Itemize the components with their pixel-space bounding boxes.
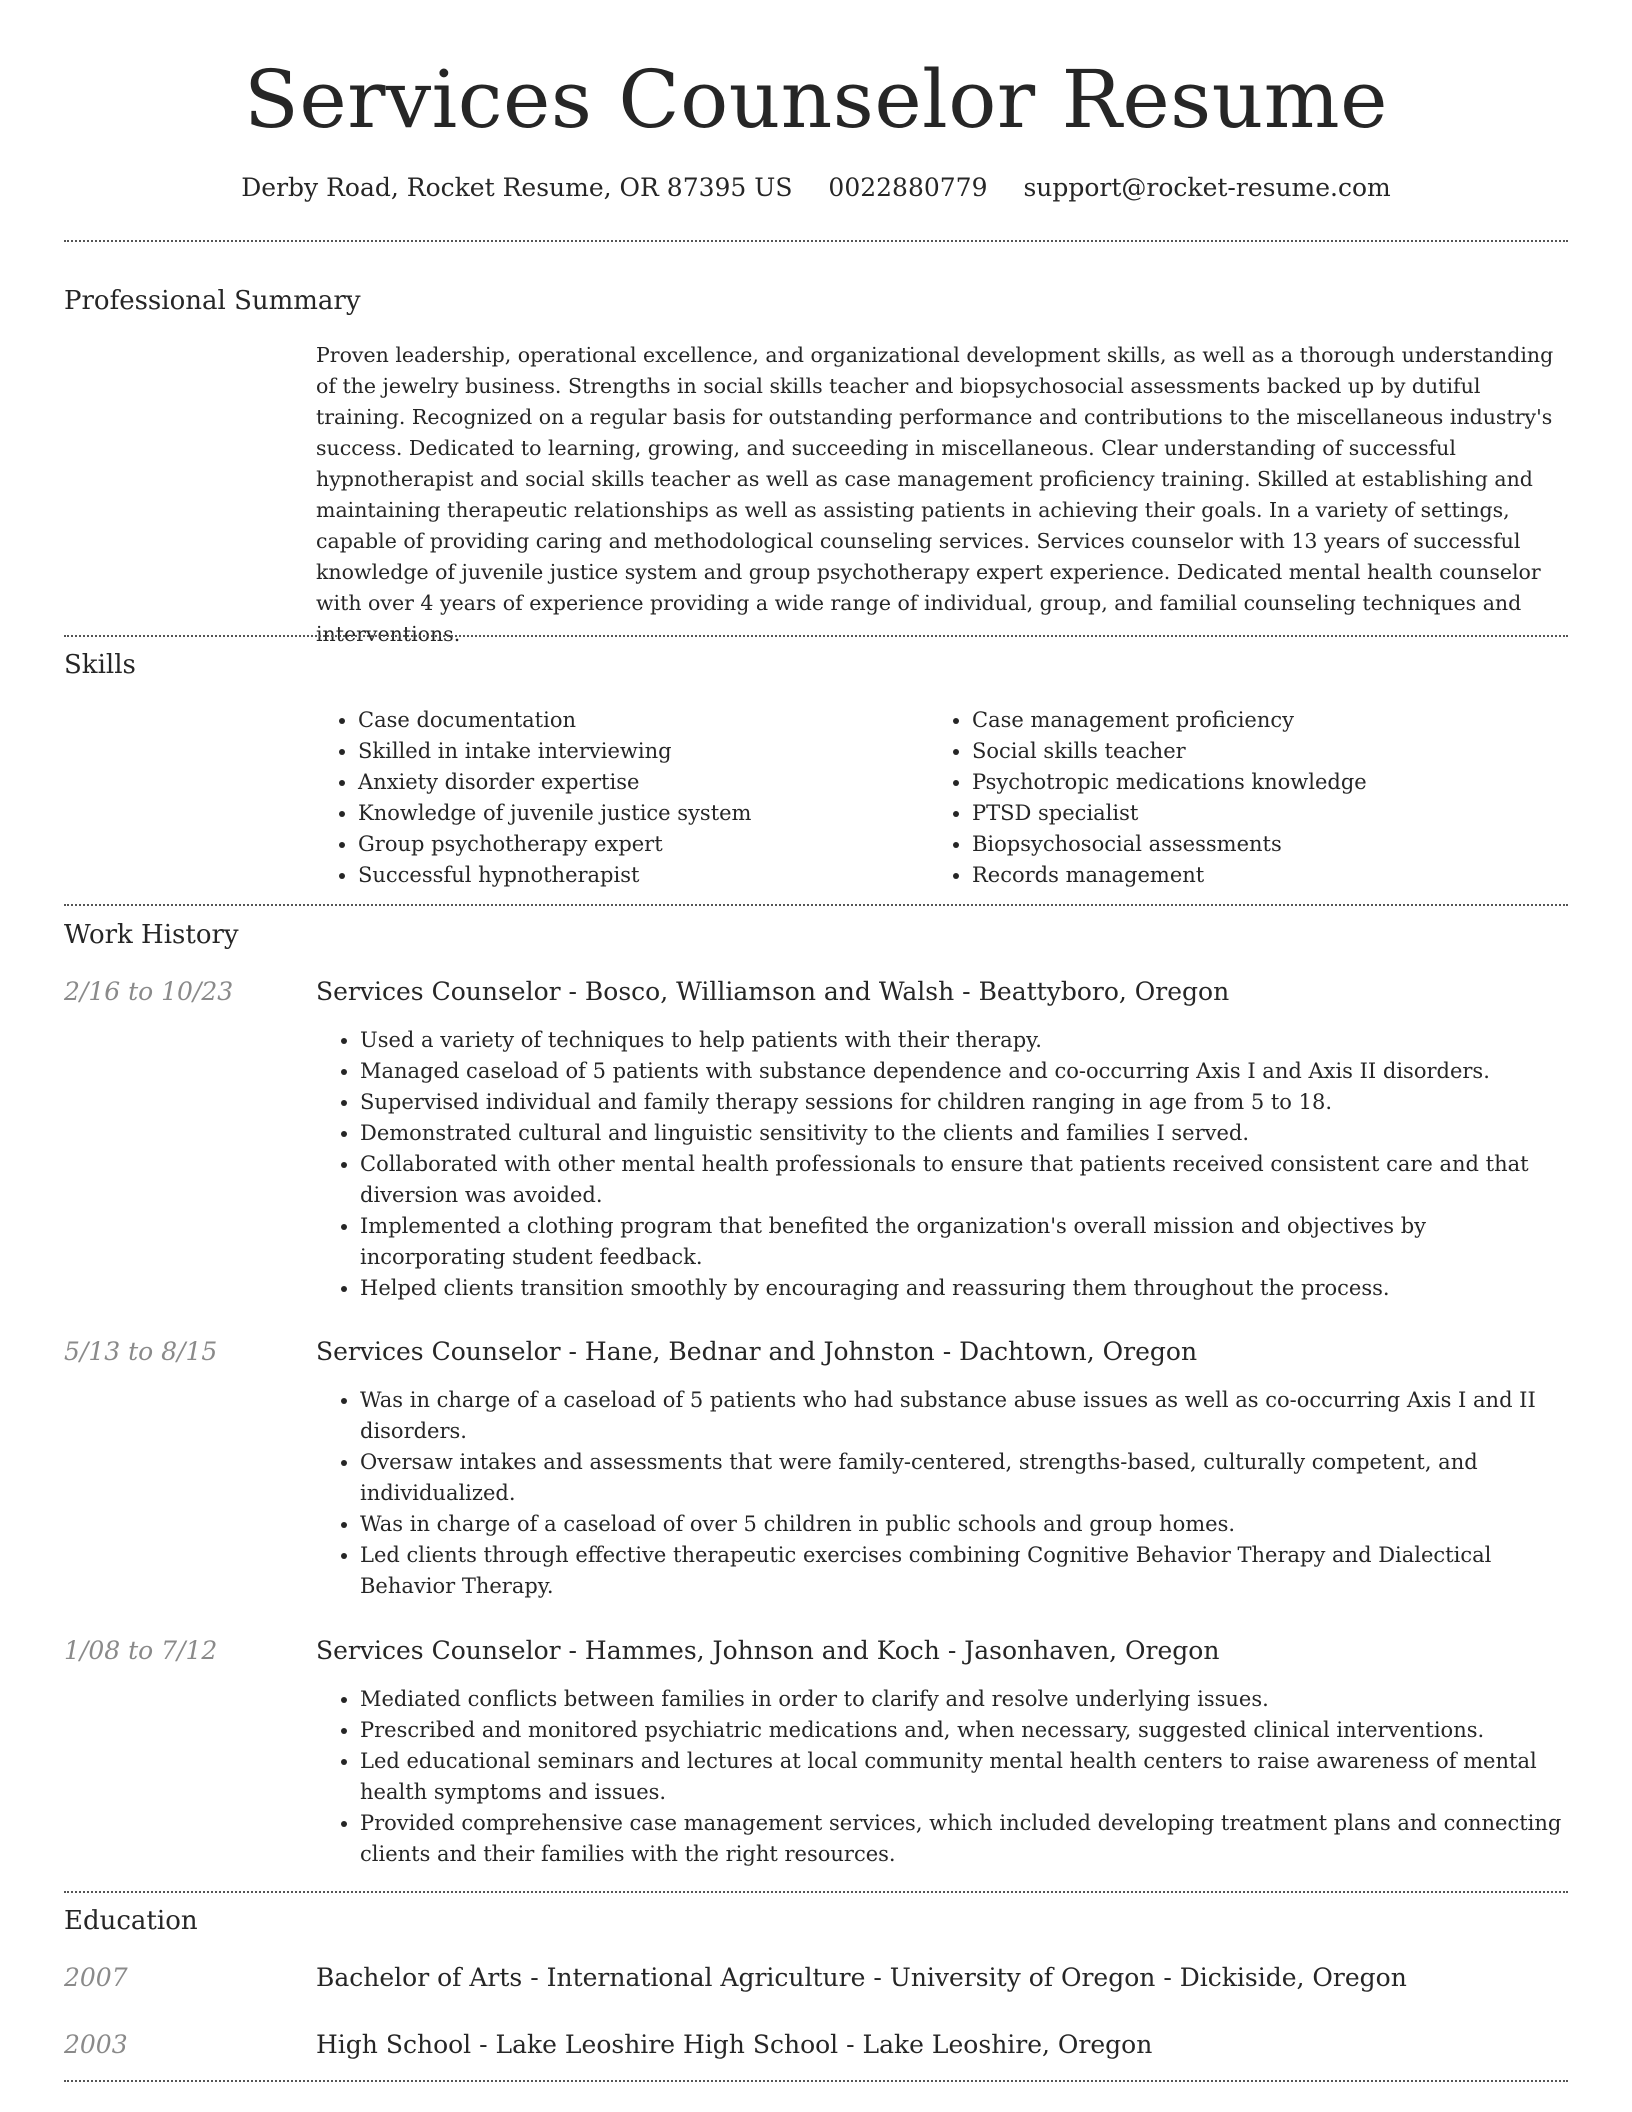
- job-heading: [316, 1634, 1219, 1668]
- job-bullet: • Led clients through effective therapeutic exercises combining Cognitive Behavior Therapy and Dialectical Behavior Therapy.: [360, 1540, 1572, 1602]
- education-year: 2007: [64, 1963, 128, 1992]
- contact-address: Derby Road, Rocket Resume, OR 87395 US: [241, 173, 793, 202]
- job-bullet: • Supervised individual and family therapy sessions for children ranging in age from 5 to 18.: [360, 1087, 1572, 1118]
- skills-right-column: [928, 705, 1528, 891]
- education-location: Dickiside, Oregon: [1179, 1963, 1407, 1992]
- separator: -: [560, 1636, 585, 1665]
- resume-title: Services Counselor Resume: [244, 53, 1388, 146]
- contact-email: support@rocket-resume.com: [1023, 173, 1391, 202]
- job-bullet: • Helped clients transition smoothly by encouraging and reassuring them throughout the process.: [360, 1273, 1572, 1304]
- job-title: Services Counselor: [316, 977, 561, 1006]
- skills-left-column: [314, 705, 914, 891]
- skill-item: • Psychotropic medications knowledge: [972, 767, 1528, 798]
- job-bullets: [316, 1025, 1572, 1304]
- job-bullets: [316, 1684, 1572, 1870]
- education-degree: Bachelor of Arts: [316, 1963, 523, 1992]
- job-bullet: • Prescribed and monitored psychiatric medications and, when necessary, suggested clinical interventions.: [360, 1715, 1572, 1746]
- separator: -: [934, 1337, 960, 1366]
- education-school: Lake Leoshire High School: [495, 2030, 839, 2059]
- contact-line: [0, 170, 1632, 206]
- separator: -: [838, 2030, 863, 2059]
- job-location: Beattyboro, Oregon: [978, 977, 1230, 1006]
- skill-item: • Case management proficiency: [972, 705, 1528, 736]
- divider: [64, 2080, 1568, 2082]
- job-company: Bosco, Williamson and Walsh: [584, 977, 955, 1006]
- job-location: Jasonhaven, Oregon: [964, 1636, 1220, 1665]
- skill-item: • Skilled in intake interviewing: [358, 736, 914, 767]
- job-dates: 2/16 to 10/23: [64, 977, 234, 1006]
- contact-phone: 0022880779: [828, 173, 988, 202]
- skill-item: • Anxiety disorder expertise: [358, 767, 914, 798]
- education-entry: [316, 2028, 1152, 2062]
- separator: -: [560, 977, 585, 1006]
- skill-item: • Social skills teacher: [972, 736, 1528, 767]
- separator: -: [522, 1963, 547, 1992]
- education-year: 2003: [64, 2030, 128, 2059]
- divider: [64, 635, 1568, 637]
- work-heading: Work History: [64, 920, 239, 950]
- education-degree: High School: [316, 2030, 472, 2059]
- skill-item: • Case documentation: [358, 705, 914, 736]
- divider: [64, 1891, 1568, 1893]
- skill-item: • Records management: [972, 860, 1528, 891]
- separator: -: [954, 977, 979, 1006]
- job-bullet: • Managed caseload of 5 patients with substance dependence and co-occurring Axis I and Axis II disorders.: [360, 1056, 1572, 1087]
- separator: -: [1155, 1963, 1180, 1992]
- job-bullet: • Led educational seminars and lectures at local community mental health centers to raise awareness of mental health symptoms and issues.: [360, 1746, 1572, 1808]
- job-heading: [316, 1335, 1197, 1369]
- job-location: Dachtown, Oregon: [959, 1337, 1198, 1366]
- job-title: Services Counselor: [316, 1636, 561, 1665]
- education-school: University of Oregon: [889, 1963, 1156, 1992]
- skill-item: • Group psychotherapy expert: [358, 829, 914, 860]
- separator: -: [471, 2030, 496, 2059]
- job-heading: [316, 975, 1229, 1009]
- job-company: Hammes, Johnson and Koch: [584, 1636, 940, 1665]
- divider: [64, 904, 1568, 906]
- job-title: Services Counselor: [316, 1337, 561, 1366]
- summary-heading: Professional Summary: [64, 286, 361, 316]
- education-field: International Agriculture: [546, 1963, 866, 1992]
- job-company: Hane, Bednar and Johnston: [584, 1337, 935, 1366]
- job-bullet: • Used a variety of techniques to help patients with their therapy.: [360, 1025, 1572, 1056]
- separator: -: [560, 1337, 585, 1366]
- job-bullets: [316, 1385, 1572, 1602]
- skill-item: • Knowledge of juvenile justice system: [358, 798, 914, 829]
- education-entry: [316, 1961, 1407, 1995]
- skill-item: • Successful hypnotherapist: [358, 860, 914, 891]
- skills-heading: Skills: [64, 650, 136, 680]
- education-heading: Education: [64, 1906, 198, 1936]
- job-bullet: • Was in charge of a caseload of over 5 children in public schools and group homes.: [360, 1509, 1572, 1540]
- skill-item: • PTSD specialist: [972, 798, 1528, 829]
- education-location: Lake Leoshire, Oregon: [862, 2030, 1153, 2059]
- job-bullet: • Collaborated with other mental health professionals to ensure that patients received consistent care and that diversion was avoided.: [360, 1149, 1572, 1211]
- job-bullet: • Implemented a clothing program that benefited the organization's overall mission and objectives by incorporating student feedback.: [360, 1211, 1572, 1273]
- skill-item: • Biopsychosocial assessments: [972, 829, 1528, 860]
- job-bullet: • Oversaw intakes and assessments that were family-centered, strengths-based, culturally competent, and individualized.: [360, 1447, 1572, 1509]
- job-bullet: • Was in charge of a caseload of 5 patients who had substance abuse issues as well as co-occurring Axis I and II disorders.: [360, 1385, 1572, 1447]
- job-dates: 1/08 to 7/12: [64, 1636, 218, 1665]
- summary-text: Proven leadership, operational excellence, and organizational development skills, as well as a thorough understanding of the jewelry business. Strengths in social skills teacher and biopsychosocial assessments backed up by dutiful training. Recognized on a regular basis for outstanding performance and contributions to the miscellaneous industry's success. Dedicated to learning, growing, and succeeding in miscellaneous. Clear understanding of successful hypnotherapist and social skills teacher as well as case management proficiency training. Skilled at establishing and maintaining therapeutic relationships as well as assisting patients in achieving their goals. In a variety of settings, capable of providing caring and methodological counseling services. Services counselor with 13 years of successful knowledge of juvenile justice system and group psychotherapy expert experience. Dedicated mental health counselor with over 4 years of experience providing a wide range of individual, group, and familial counseling techniques and interventions.: [316, 343, 1554, 646]
- job-bullet: • Mediated conflicts between families in order to clarify and resolve underlying issues.: [360, 1684, 1572, 1715]
- job-bullet: • Provided comprehensive case management services, which included developing treatment plans and connecting clients and their families with the right resources.: [360, 1808, 1572, 1870]
- job-dates: 5/13 to 8/15: [64, 1337, 218, 1366]
- separator: -: [865, 1963, 890, 1992]
- separator: -: [939, 1636, 965, 1665]
- divider: [64, 240, 1568, 242]
- job-bullet: • Demonstrated cultural and linguistic sensitivity to the clients and families I served.: [360, 1118, 1572, 1149]
